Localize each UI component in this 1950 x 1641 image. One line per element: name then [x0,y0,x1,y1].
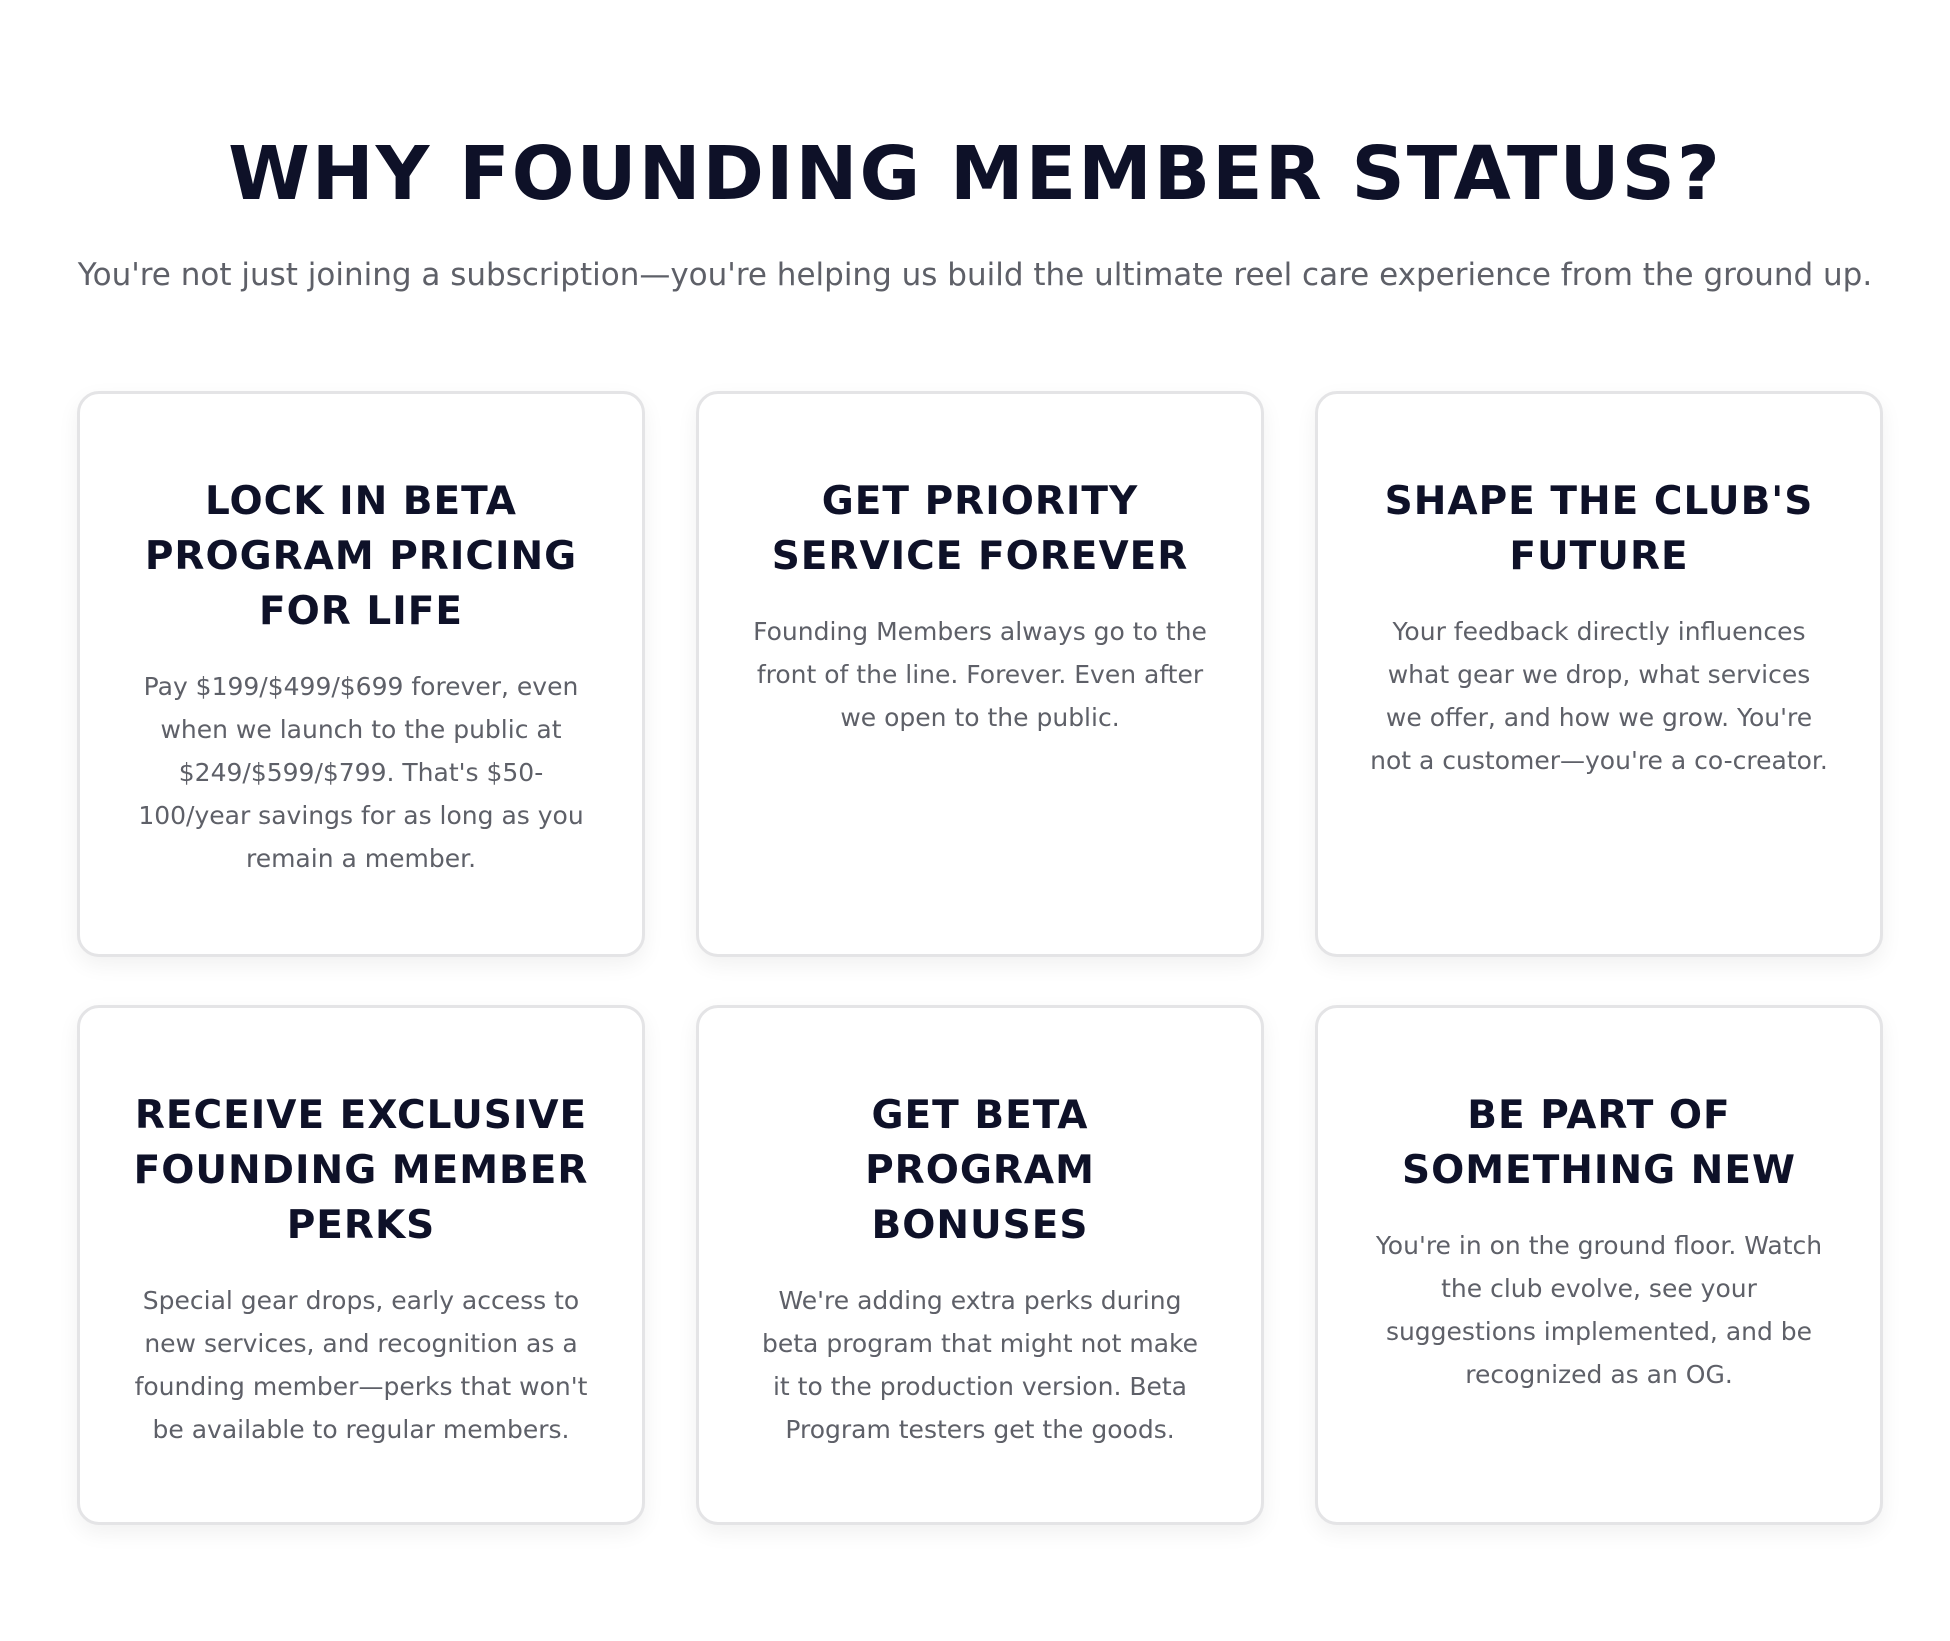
benefits-grid [77,391,1883,1525]
benefit-card-title: BE PART OF SOMETHING NEW [1402,1093,1796,1193]
benefit-card-description: Your feedback directly influences what gear we drop, what services we offer, and how we grow. You're not a customer—you're a co-creator. [1370,617,1828,775]
benefit-card-description: We're adding extra perks during beta program that might not make it to the production version. Beta Program testers get the goods. [762,1286,1198,1444]
section-heading: WHY FOUNDING MEMBER STATUS? [228,131,1722,217]
benefit-card-beta-bonuses [696,1005,1264,1525]
benefit-card-title: SHAPE THE CLUB'S FUTURE [1384,479,1814,579]
benefit-card-lifetime-pricing [77,391,645,957]
benefit-card-shape-future [1315,391,1883,957]
benefit-card-exclusive-perks [77,1005,645,1525]
benefit-card-priority-service [696,391,1264,957]
benefit-card-description: Special gear drops, early access to new services, and recognition as a founding member—perks that won't be available to regular members. [134,1286,588,1444]
benefit-card-something-new [1315,1005,1883,1525]
benefit-card-title: RECEIVE EXCLUSIVE FOUNDING MEMBER PERKS [133,1093,589,1248]
benefit-card-description: You're in on the ground floor. Watch the club evolve, see your suggestions implemented, and be recognized as an OG. [1375,1231,1823,1389]
benefit-card-title: GET PRIORITY SERVICE FOREVER [771,479,1189,579]
section-subheading: You're not just joining a subscription—you're helping us build the ultimate reel care experience from the ground up. [77,257,1873,293]
benefit-card-title: GET BETA PROGRAM BONUSES [865,1093,1095,1248]
benefit-card-description: Founding Members always go to the front of the line. Forever. Even after we open to the public. [753,617,1207,732]
benefit-card-title: LOCK IN BETA PROGRAM PRICING FOR LIFE [144,479,578,634]
benefit-card-description: Pay $199/$499/$699 forever, even when we launch to the public at $249/$599/$799. That's $50-100/year savings for as long as you remain a member. [138,672,584,873]
